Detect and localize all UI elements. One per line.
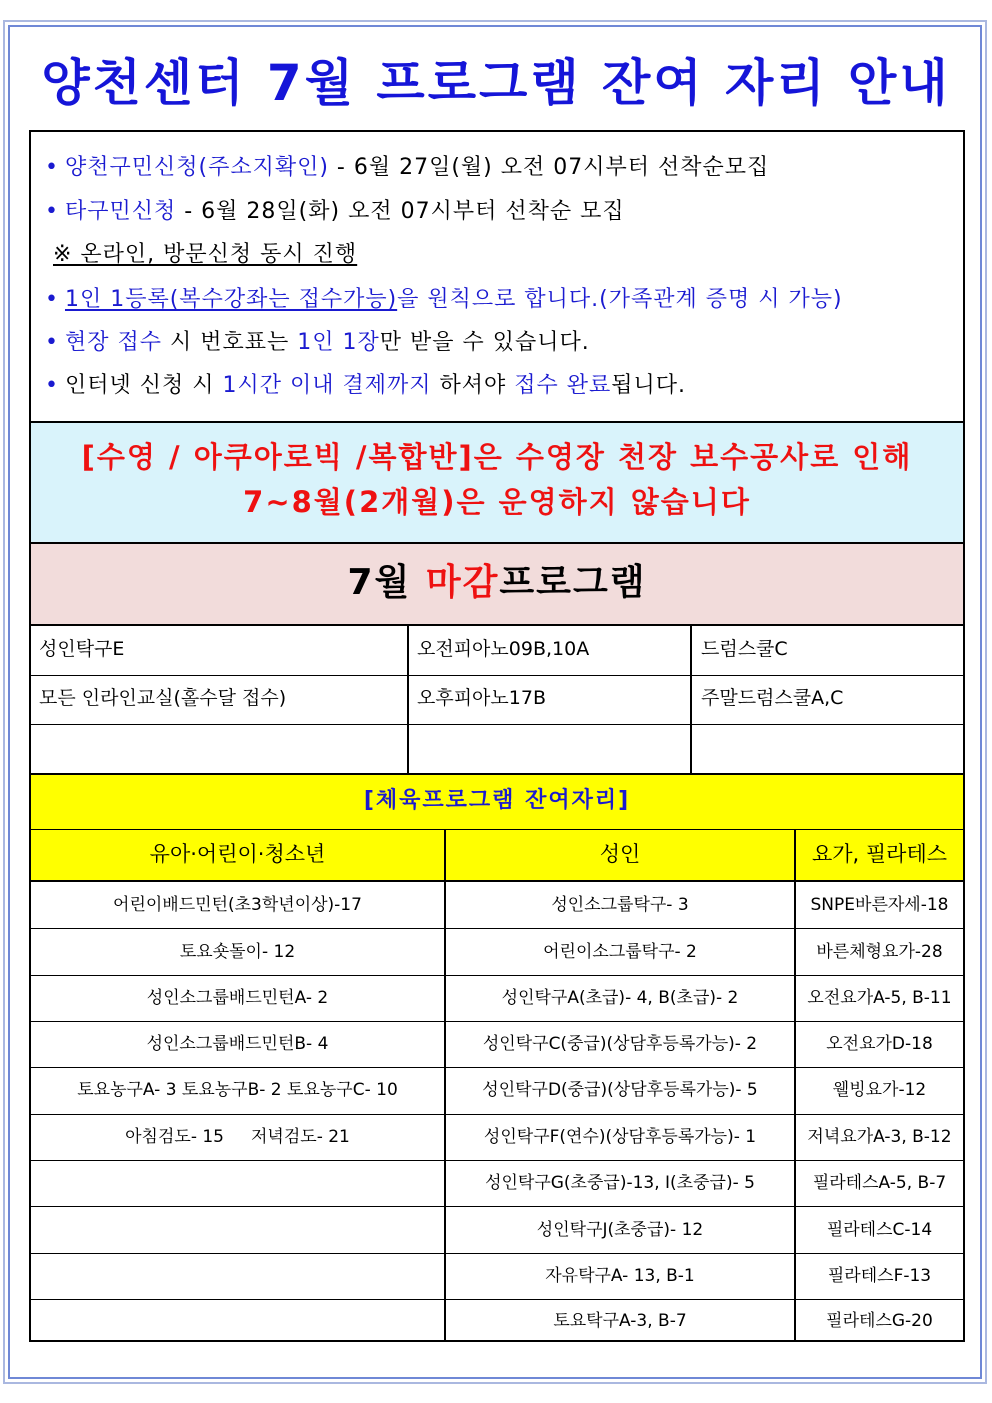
grid-line — [31, 1067, 963, 1068]
notice-line-1 — [45, 157, 769, 179]
notice-line-5 — [45, 332, 590, 354]
bullet-icon: • — [45, 373, 59, 398]
notice-line-4-note: (가족관계 증명 시 가능) — [599, 287, 843, 312]
notice-line-6-highlight-2: 접수 완료 — [514, 373, 612, 398]
column-header-bar — [31, 830, 963, 880]
table-cell: 어린이소그룹탁구- 2 — [543, 942, 697, 962]
grid-line — [31, 975, 963, 976]
table-cell: 오전요가D-18 — [826, 1034, 933, 1054]
notice-line-6-text-2: 하셔야 — [431, 373, 515, 398]
column-header-yoga: 요가, 필라테스 — [811, 842, 948, 866]
table-cell: 성인탁구G(초중급)-13, I(초중급)- 5 — [485, 1173, 755, 1193]
main-table — [29, 130, 965, 1342]
notice-line-3-text: ※ 온라인, 방문신청 동시 진행 — [53, 242, 358, 267]
grid-line — [31, 675, 963, 676]
closed-program-cell: 모든 인라인교실(홀수달 접수) — [39, 687, 287, 709]
grid-line — [31, 1021, 963, 1022]
notice-line-5-text: 시 번호표는 — [162, 330, 298, 355]
notice-line-5-highlight: 현장 접수 — [64, 330, 162, 355]
grid-line — [690, 626, 692, 774]
table-cell: 성인탁구A(초급)- 4, B(초급)- 2 — [501, 988, 739, 1008]
table-cell: 성인소그룹탁구- 3 — [551, 895, 689, 915]
closed-program-cell: 주말드럼스쿨A,C — [701, 687, 844, 709]
notice-line-3 — [53, 244, 357, 266]
notice-line-4-text: 을 원칙으로 합니다. — [397, 287, 600, 312]
closed-program-cell: 오후피아노17B — [417, 687, 546, 709]
column-header-youth: 유아·어린이·청소년 — [149, 842, 326, 866]
notice-line-1-highlight: 양천구민신청(주소지확인) — [64, 155, 329, 180]
banner-line-2: 7~8월(2개월)은 운영하지 않습니다 — [243, 485, 751, 519]
pool-closure-banner — [31, 423, 963, 542]
notice-line-6-highlight: 1시간 이내 결제까지 — [222, 373, 432, 398]
closed-program-cell: 오전피아노09B,10A — [417, 638, 590, 660]
table-cell: 토요숏돌이- 12 — [179, 942, 296, 962]
table-cell: 성인탁구F(연수)(상담후등록가능)- 1 — [483, 1127, 757, 1147]
closed-programs-title — [31, 562, 963, 603]
grid-line — [31, 724, 963, 725]
column-header-adult: 성인 — [599, 842, 641, 866]
table-cell: 저녁요가A-3, B-12 — [807, 1127, 952, 1147]
table-cell: 필라테스F-13 — [827, 1266, 932, 1286]
grid-line — [31, 1253, 963, 1254]
grid-line — [407, 626, 409, 774]
table-cell: 성인탁구D(중급)(상담후등록가능)- 5 — [482, 1080, 758, 1100]
table-cell: 자유탁구A- 13, B-1 — [545, 1266, 695, 1286]
divider — [31, 624, 963, 626]
table-cell: 성인탁구C(중급)(상담후등록가능)- 2 — [482, 1034, 758, 1054]
table-cell: SNPE바른자세-18 — [810, 895, 949, 915]
table-cell: 어린이배드민턴(초3학년이상)-17 — [113, 895, 362, 915]
closed-program-cell: 성인탁구E — [39, 638, 125, 660]
grid-line — [31, 928, 963, 929]
notice-line-6-text-3: 됩니다. — [611, 373, 686, 398]
table-cell: 성인탁구J(초중급)- 12 — [536, 1220, 704, 1240]
closed-title-highlight: 마감 — [425, 562, 500, 603]
table-cell: 필라테스A-5, B-7 — [812, 1173, 947, 1193]
table-cell: 필라테스C-14 — [826, 1220, 933, 1240]
notice-line-4-highlight: 1인 1등록(복수강좌는 접수가능) — [64, 287, 398, 312]
table-cell: 토요농구A- 3 토요농구B- 2 토요농구C- 10 — [77, 1080, 398, 1100]
table-cell: 토요탁구A-3, B-7 — [553, 1311, 687, 1331]
notice-line-2-text: - 6월 28일(화) 오전 07시부터 선착순 모집 — [176, 199, 625, 224]
table-cell: 오전요가A-5, B-11 — [807, 988, 952, 1008]
notice-line-6-text: 인터넷 신청 시 — [64, 373, 223, 398]
notice-line-4 — [45, 289, 843, 311]
grid-line — [31, 1206, 963, 1207]
bullet-icon: • — [45, 330, 59, 355]
banner-line-1: [수영 / 아쿠아로빅 /복합반]은 수영장 천장 보수공사로 인해 — [81, 440, 913, 474]
grid-line — [31, 1160, 963, 1161]
notice-line-2 — [45, 201, 625, 223]
page-title: 양천센터 7월 프로그램 잔여 자리 안내 — [41, 54, 951, 112]
remaining-heading-bar — [31, 775, 963, 829]
notice-section — [31, 132, 963, 422]
bullet-icon: • — [45, 287, 59, 312]
notice-line-1-text: - 6월 27일(월) 오전 07시부터 선착순모집 — [328, 155, 770, 180]
table-cell: 성인소그룹배드민턴B- 4 — [146, 1034, 329, 1054]
table-cell: 아침검도- 15 저녁검도- 21 — [125, 1127, 350, 1147]
remaining-heading: [체육프로그램 잔여자리] — [363, 788, 631, 813]
table-cell: 웰빙요가-12 — [832, 1080, 927, 1100]
bullet-icon: • — [45, 155, 59, 180]
closed-programs-header — [31, 544, 963, 624]
table-cell: 바른체형요가-28 — [816, 942, 943, 962]
closed-program-cell: 드럼스쿨C — [701, 638, 788, 660]
table-cell: 성인소그룹배드민턴A- 2 — [146, 988, 329, 1008]
grid-line — [31, 1299, 963, 1300]
closed-title-month: 7월 — [347, 562, 426, 603]
notice-line-2-highlight: 타구민신청 — [64, 199, 177, 224]
bullet-icon: • — [45, 199, 59, 224]
closed-title-suffix: 프로그램 — [499, 562, 647, 603]
table-cell: 필라테스G-20 — [826, 1311, 933, 1331]
notice-line-5-highlight-2: 1인 1장 — [297, 330, 380, 355]
grid-line — [31, 880, 963, 882]
notice-line-5-text-2: 만 받을 수 있습니다. — [379, 330, 590, 355]
notice-line-6 — [45, 375, 686, 397]
grid-line — [31, 1114, 963, 1115]
